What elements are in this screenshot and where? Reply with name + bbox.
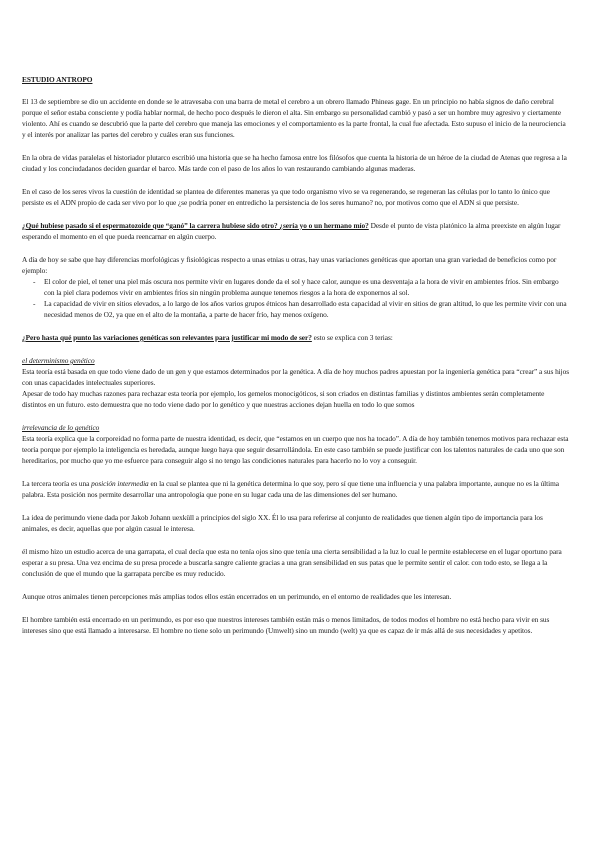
paragraph-tercera-teoria	[22, 478, 570, 500]
bullet-item: - La capacidad de vivir en sitios elevados, a lo largo de los años varios grupos étnicos han desarrollado esta capacidad al vivir en sitios de gran altitud, lo que les permite vivir con una necesidad menos de O2, ya que en el alto de la montaña, a parte de hacer frío, hay menos oxígeno.	[22, 298, 570, 320]
paragraph-determinismo: Esta teoría está basada en que todo viene dado de un gen y que estamos determinados por la genética. A día de hoy muchos padres apuestan por la ingeniería genética para “crear” a sus hijos con unas capacidades intelectuales superiores.	[22, 367, 570, 387]
paragraph-phineas-gage: El 13 de septiembre se dio un accidente en donde se le atravesaba con una barra de metal el cerebro a un obrero llamado Phineas gage. En un principio no había signos de daño cerebral porque el señor estaba consciente y podía hablar normal, de hecho poco después le dieron el alta. Sin embargo su personalidad cambió y pasó a ser un hombre muy agresivo y ciertamente violento. Ahí es cuando se descubrió que la parte del cerebro que maneja las emociones y el comportamiento es la parte frontal, la cual fue afectada. Esto supuso el inicio de la neurociencia y el interés por analizar las partes del cerebro y cuáles eran sus funciones.	[22, 97, 566, 139]
paragraph-question-variaciones-text: esto se explica con 3 terias:	[311, 333, 393, 342]
section-title-irrelevancia: irrelevancia de lo genético	[22, 423, 100, 432]
paragraph-seres-vivos: En el caso de los seres vivos la cuestión de identidad se plantea de diferentes maneras ya que todo organismo vivo se va regenerando, se regeneran las células por lo tanto lo único que persiste es el ADN propio de cada ser vivo por lo que ¿se podría poner en entredicho la persistencia de los seres humano? no, por motivos como que el ADN si que persiste.	[22, 187, 550, 207]
paragraph-determinismo-2: Apesar de todo hay muchas razones para rechazar esta teoría por ejemplo, los gemelos monocigóticos, si son criados en distintas familias y distintos ambientes serán completamente distintos en un futuro. esto demuestra que no todo viene dado por lo genético y que nuestras acciones dejan huella en todo lo que somos	[22, 389, 545, 409]
question-variaciones: ¿Pero hasta qué punto las variaciones genéticas son relevantes para justificar mi modo de ser?	[22, 333, 312, 342]
paragraph-perimundo: La idea de perimundo viene dada por Jakob Johann uexküll a principios del siglo XX. Él lo usa para referirse al conjunto de realidades que tienen algún tipo de importancia para los animales, es decir, aquellas que por algún casual le interesa.	[22, 513, 543, 533]
bullet-list	[22, 276, 570, 320]
tercera-teoria-post: en la cual se plantea que ni la genética determina lo que soy, pero sí que tiene una influencia y una palabra importante, aunque no es la última palabra. Esta posición nos permite desarrollar una antropología que pone en su lugar cada una de las dimensiones del ser humano.	[22, 479, 559, 499]
paragraph-hombre: El hombre también está encerrado en un perimundo, es por eso que nuestros intereses también están más o menos limitados, de todos modos el hombre no está hecho para vivir en sus intereses sino que está llamado a interesarse. El hombre no tiene solo un perimundo (Umwelt) sino un mundo (welt) ya que es capaz de ir más allá de sus necesidades y apetitos.	[22, 615, 550, 635]
section-title-determinismo: el determinismo genético	[22, 356, 95, 365]
document-page	[22, 74, 570, 648]
paragraph-variaciones-intro: A día de hoy se sabe que hay diferencias morfológicas y fisiológicas respecto a unas etnias u otras, hay unas variaciones genéticas que aportan una gran variedad de beneficios como por ejemplo:	[22, 255, 557, 275]
bullet-item: - El color de piel, el tener una piel más oscura nos permite vivir en lugares donde da el sol y hace calor, aunque es una desventaja a la hora de vivir en ambientes fríos. Sin embargo con la piel clara podemos vivir en ambientes fríos sin ningún problema aunque tenemos riesgos a la hora de exponernos al sol.	[22, 276, 570, 298]
paragraph-garrapata: él mismo hizo un estudio acerca de una garrapata, el cual decía que esta no tenía ojos sino que tenía una cierta sensibilidad a la luz lo cual le permite establecerse en el lugar oportuno para esperar a su presa. Una vez encima de su presa procede a buscarla sangre caliente gracias a una gran sensibilidad en sus patas que le permite sentir el calor. con todo esto, se llega a la conclusión de que el mundo que la garrapata percibe es muy reducido.	[22, 547, 562, 578]
document-title: ESTUDIO ANTROPO	[22, 75, 93, 84]
paragraph-irrelevancia: Esta teoría explica que la corporeidad no forma parte de nuestra identidad, es decir, que “estamos en un cuerpo que nos ha tocado”. A día de hoy también tenemos motivos para rechazar esta teoría porque por ejemplo la inteligencia es heredada, aunque luego haya que seguir desarrollándola. En este caso también se puede justificar con los talentos naturales de cada uno que son hereditarios, por mucho que yo me esfuerce para conseguir algo si no tengo las condiciones naturales para hacerlo no lo voy a conseguir.	[22, 434, 569, 465]
paragraph-espermatozoide	[22, 220, 570, 242]
tercera-teoria-pre: La tercera teoría es una	[22, 479, 92, 488]
paragraph-question-variaciones	[22, 332, 570, 343]
paragraph-otros-animales: Aunque otros animales tienen percepciones más amplias todos ellos están encerrados en un perimundo, en el entorno de realidades que les interesan.	[22, 592, 452, 601]
tercera-teoria-italic: posición intermedia	[91, 479, 149, 488]
paragraph-espermatozoide-text: Desde el punto de vista platónico la alma preexiste en algún lugar esperando el momento en el que pueda reencarnar en algún cuerpo.	[22, 221, 561, 241]
paragraph-plutarco: En la obra de vidas paralelas el historiador plutarco escribió una historia que se ha hecho famosa entre los filósofos que cuenta la historia de un héroe de la ciudad de Atenas que regresa a la ciudad y los conciudadanos deciden guardar el barco. Más tarde con el paso de los años lo van restaurando cambiando algunas maderas.	[22, 153, 567, 173]
question-espermatozoide: ¿Qué hubiese pasado si el espermatozoide que “ganó” la carrera hubiese sido otro? ¿sería yo o un hermano mío?	[22, 221, 369, 230]
